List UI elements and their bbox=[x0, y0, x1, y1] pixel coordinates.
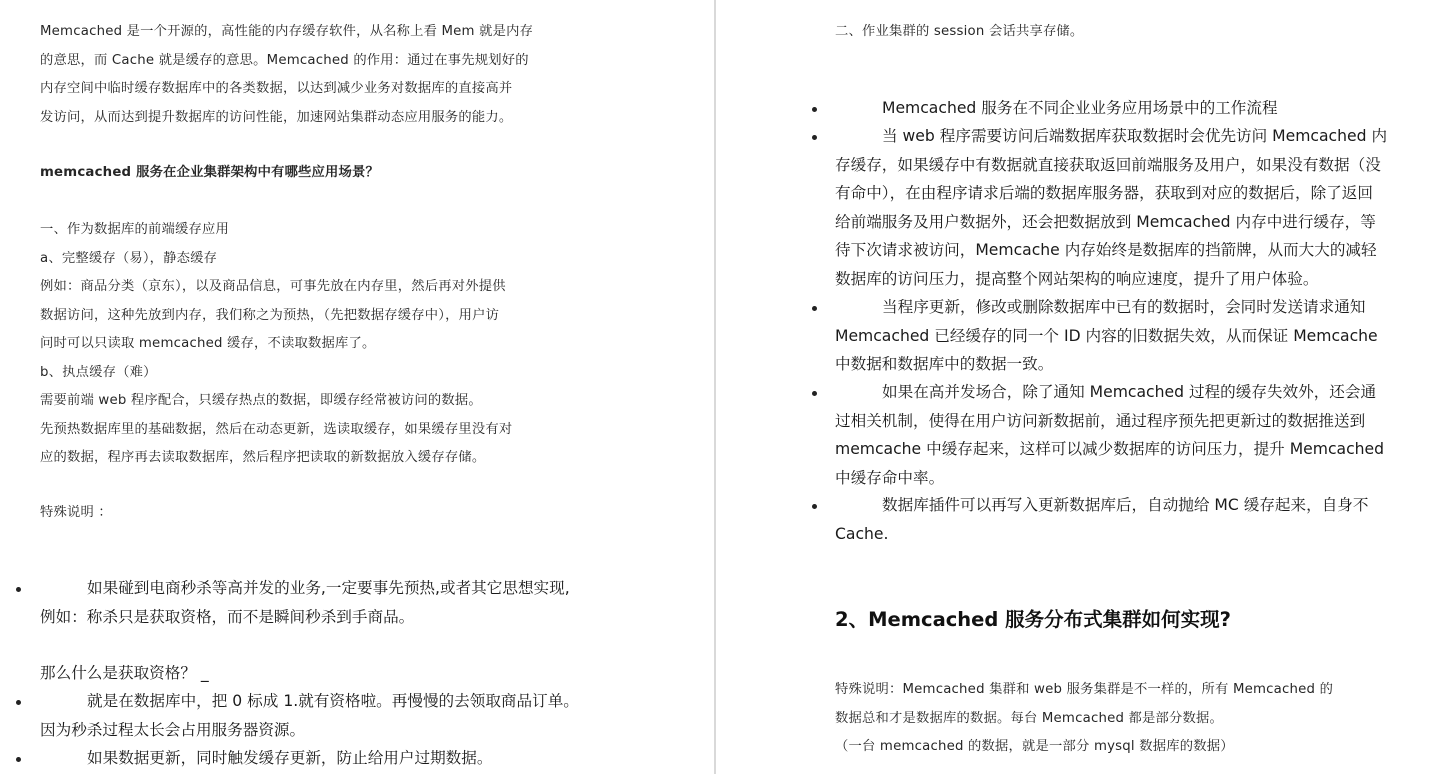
workflow-bullet-5-line-1: 数据库插件可以再写入更新数据库后，自动抛给 MC 缓存起来，自身不 bbox=[882, 496, 1369, 514]
bullet-dot bbox=[16, 587, 21, 592]
bullet-dot bbox=[812, 504, 817, 509]
section1-line-7: 需要前端 web 程序配合，只缓存热点的数据，即缓存经常被访问的数据。 bbox=[40, 393, 482, 408]
bullet1-line-2: 例如：称杀只是获取资格，而不是瞬间秒杀到手商品。 bbox=[40, 607, 415, 626]
workflow-bullet-3-line-1: 当程序更新，修改或删除数据库中已有的数据时，会同时发送请求通知 bbox=[882, 298, 1366, 316]
question-what-is-qualification: 那么什么是获取资格？ _ bbox=[40, 664, 209, 682]
workflow-bullet-2-line-1: 当 web 程序需要访问后端数据库获取数据时会优先访问 Memcached 内 bbox=[882, 127, 1388, 145]
bullet-dot bbox=[16, 757, 21, 762]
workflow-bullet-2-line-5: 待下次请求被访问，Memcache 内存始终是数据库的挡箭牌，从而大大的减轻 bbox=[835, 241, 1377, 259]
workflow-bullet-2-line-2: 存缓存，如果缓存中有数据就直接获取返回前端服务及用户，如果没有数据（没 bbox=[835, 155, 1381, 174]
intro-line-2: 的意思，而 Cache 就是缓存的意思。Memcached 的作用：通过在事先规划好的 bbox=[40, 52, 529, 68]
workflow-bullet-4-line-4: 中缓存命中率。 bbox=[835, 468, 945, 487]
workflow-bullet-4-line-3: memcache 中缓存起来，这样可以减少数据库的访问压力，提升 Memcached bbox=[835, 440, 1385, 458]
bullet1-line-1: 如果碰到电商秒杀等高并发的业务,一定要事先预热,或者其它思想实现, bbox=[87, 579, 570, 597]
bullet-dot bbox=[812, 107, 817, 112]
section2-title: 二、作业集群的 session 会话共享存储。 bbox=[835, 24, 1084, 39]
workflow-bullet-1-line-1: Memcached 服务在不同企业业务应用场景中的工作流程 bbox=[882, 99, 1278, 117]
intro-line-4: 发访问，从而达到提升数据库的访问性能，加速网站集群动态应用服务的能力。 bbox=[40, 109, 513, 125]
bullet-dot bbox=[812, 135, 817, 140]
cluster-note-line-2: 数据总和才是数据库的数据。每台 Memcached 都是部分数据。 bbox=[835, 710, 1224, 726]
document-page-left bbox=[0, 0, 714, 774]
bullet2-line-2: 因为秒杀过程太长会占用服务器资源。 bbox=[40, 720, 306, 739]
special-note-label: 特殊说明 ： bbox=[40, 505, 112, 520]
cluster-note-line-3: （一台 memcached 的数据，就是一部分 mysql 数据库的数据） bbox=[835, 739, 1234, 754]
intro-line-3: 内存空间中临时缓存数据库中的各类数据，以达到减少业务对数据库的直接高并 bbox=[40, 81, 513, 96]
section1-line-1: 一、作为数据库的前端缓存应用 bbox=[40, 222, 229, 237]
bullet-dot bbox=[16, 700, 21, 705]
bullet3-line-1: 如果数据更新，同时触发缓存更新，防止给用户过期数据。 bbox=[87, 749, 493, 767]
section1-line-2: a、完整缓存（易），静态缓存 bbox=[40, 250, 218, 266]
section1-line-3: 例如：商品分类（京东），以及商品信息，可事先放在内存里，然后再对外提供 bbox=[40, 279, 506, 294]
workflow-bullet-3-line-3: 中数据和数据库中的数据一致。 bbox=[835, 355, 1054, 373]
section-heading: 2、Memcached 服务分布式集群如何实现? bbox=[835, 608, 1231, 631]
section1-line-5: 问时可以只读取 memcached 缓存，不读取数据库了。 bbox=[40, 336, 376, 351]
section1-line-4: 数据访问，这种先放到内存，我们称之为预热，（先把数据存缓存中），用户访 bbox=[40, 307, 500, 323]
section-question: memcached 服务在企业集群架构中有哪些应用场景？ bbox=[40, 165, 380, 180]
workflow-bullet-5-line-2: Cache. bbox=[835, 524, 889, 543]
workflow-bullet-2-line-3: 有命中），在由程序请求后端的数据库服务器，获取到对应的数据后，除了返回 bbox=[835, 184, 1373, 202]
bullet-dot bbox=[812, 306, 817, 311]
section1-line-6: b、执点缓存（难） bbox=[40, 364, 157, 380]
section1-line-8: 先预热数据库里的基础数据，然后在动态更新，选读取缓存，如果缓存里没有对 bbox=[40, 421, 513, 437]
bullet2-line-1: 就是在数据库中，把 0 标成 1.就有资格啦。再慢慢的去领取商品订单。 bbox=[87, 692, 579, 710]
intro-line-1: Memcached 是一个开源的，高性能的内存缓存软件，从名称上看 Mem 就是内存 bbox=[40, 24, 534, 39]
section1-line-9: 应的数据，程序再去读取数据库，然后程序把读取的新数据放入缓存存储。 bbox=[40, 450, 486, 465]
bullet-dot bbox=[812, 391, 817, 396]
workflow-bullet-4-line-1: 如果在高并发场合，除了通知 Memcached 过程的缓存失效外，还会通 bbox=[882, 383, 1377, 401]
workflow-bullet-4-line-2: 过相关机制，使得在用户访问新数据前，通过程序预先把更新过的数据推送到 bbox=[835, 411, 1366, 430]
workflow-bullet-3-line-2: Memcached 已经缓存的同一个 ID 内容的旧数据失效，从而保证 Memcache bbox=[835, 326, 1378, 345]
document-page-right bbox=[716, 0, 1451, 774]
workflow-bullet-2-line-6: 数据库的访问压力，提高整个网站架构的响应速度，提升了用户体验。 bbox=[835, 269, 1319, 288]
cluster-note-line-1: 特殊说明：Memcached 集群和 web 服务集群是不一样的，所有 Memcached 的 bbox=[835, 682, 1334, 697]
workflow-bullet-2-line-4: 给前端服务及用户数据外，还会把数据放到 Memcached 内存中进行缓存，等 bbox=[835, 212, 1376, 231]
